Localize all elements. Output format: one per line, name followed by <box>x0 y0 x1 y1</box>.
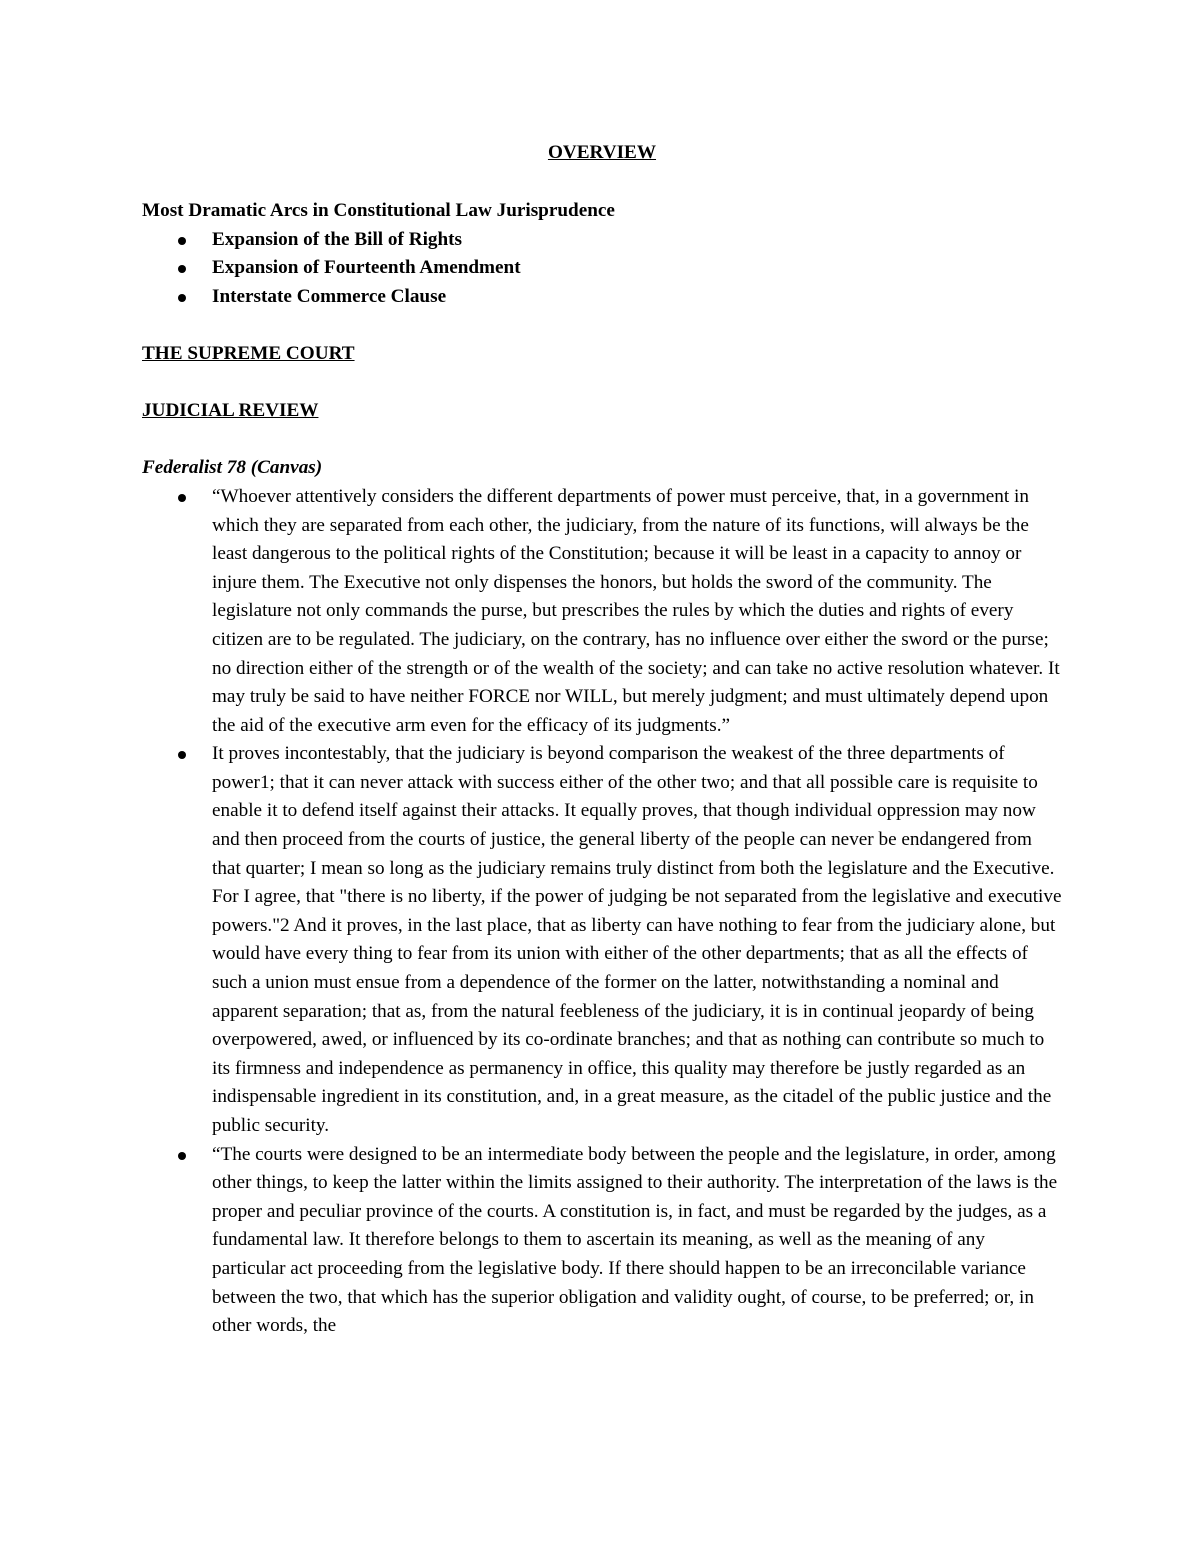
overview-title: OVERVIEW <box>547 142 657 163</box>
bullet-icon <box>178 265 186 273</box>
federalist-quotes-list <box>142 483 1062 1341</box>
bullet-icon <box>178 494 186 502</box>
list-item <box>142 483 1062 740</box>
list-item <box>142 1141 1062 1341</box>
judicial-review-heading: JUDICIAL REVIEW <box>142 400 319 422</box>
list-item <box>142 226 1062 255</box>
bullet-icon <box>178 751 186 759</box>
supreme-court-heading: THE SUPREME COURT <box>142 342 355 364</box>
quote-text: It proves incontestably, that the judiciary is beyond comparison the weakest of the three departments of power1; that it can never attack with success either of the other two; and that all possible care is requisite to enable it to defend itself against their attacks. It equally proves, that though individual oppression may now and then proceed from the courts of justice, the general liberty of the people can never be endangered from that quarter; I mean so long as the judiciary remains truly distinct from both the legislature and the Executive. For I agree, that "there is no liberty, if the power of judging be not separated from the legislative and executive powers."2 And it proves, in the last place, that as liberty can have nothing to fear from the judiciary alone, but would have every thing to fear from its union with either of the other departments; that as all the effects of such a union must ensue from a dependence of the former on the latter, notwithstanding a nominal and apparent separation; that as, from the natural feebleness of the judiciary, it is in continual jeopardy of being overpowered, awed, or influenced by its co-ordinate branches; and that as nothing can contribute so much to its firmness and independence as permanency in office, this quality may therefore be justly regarded as an indispensable ingredient in its constitution, and, in a great measure, as the citadel of the public justice and the public security. <box>212 743 1062 1136</box>
document-body <box>142 139 1062 1341</box>
bullet-icon <box>178 294 186 302</box>
spacer <box>142 426 1062 455</box>
bullet-icon <box>178 237 186 245</box>
federalist-heading: Federalist 78 (Canvas) <box>142 457 323 479</box>
spacer <box>142 311 1062 340</box>
list-item-text: Expansion of the Bill of Rights <box>212 228 463 250</box>
quote-text: “The courts were designed to be an intermediate body between the people and the legislature, in order, among other things, to keep the latter within the limits assigned to their authority. The interpretation of the laws is the proper and peculiar province of the courts. A constitution is, in fact, and must be regarded by the judges, as a fundamental law. It therefore belongs to them to ascertain its meaning, as well as the meaning of any particular act proceeding from the legislative body. If there should happen to be an irreconcilable variance between the two, that which has the superior obligation and validity ought, of course, to be preferred; or, in other words, the <box>212 1143 1058 1337</box>
quote-text: “Whoever attentively considers the different departments of power must perceive, that, in a government in which they are separated from each other, the judiciary, from the nature of its functions, will always be the least dangerous to the political rights of the Constitution; because it will be least in a capacity to annoy or injure them. The Executive not only dispenses the honors, but holds the sword of the community. The legislature not only commands the purse, but prescribes the rules by which the duties and rights of every citizen are to be regulated. The judiciary, on the contrary, has no influence over either the sword or the purse; no direction either of the strength or of the wealth of the society; and can take no active resolution whatever. It may truly be said to have neither FORCE nor WILL, but merely judgment; and must ultimately depend upon the aid of the executive arm even for the efficacy of its judgments.” <box>212 485 1060 736</box>
list-item <box>142 283 1062 312</box>
list-item <box>142 740 1062 1140</box>
list-item-text: Interstate Commerce Clause <box>212 285 447 307</box>
list-item-text: Expansion of Fourteenth Amendment <box>212 257 521 279</box>
arcs-list <box>142 226 1062 312</box>
spacer <box>142 369 1062 398</box>
list-item <box>142 254 1062 283</box>
arcs-heading: Most Dramatic Arcs in Constitutional Law Jurisprudence <box>142 200 615 221</box>
spacer <box>142 171 1062 197</box>
bullet-icon <box>178 1152 186 1160</box>
